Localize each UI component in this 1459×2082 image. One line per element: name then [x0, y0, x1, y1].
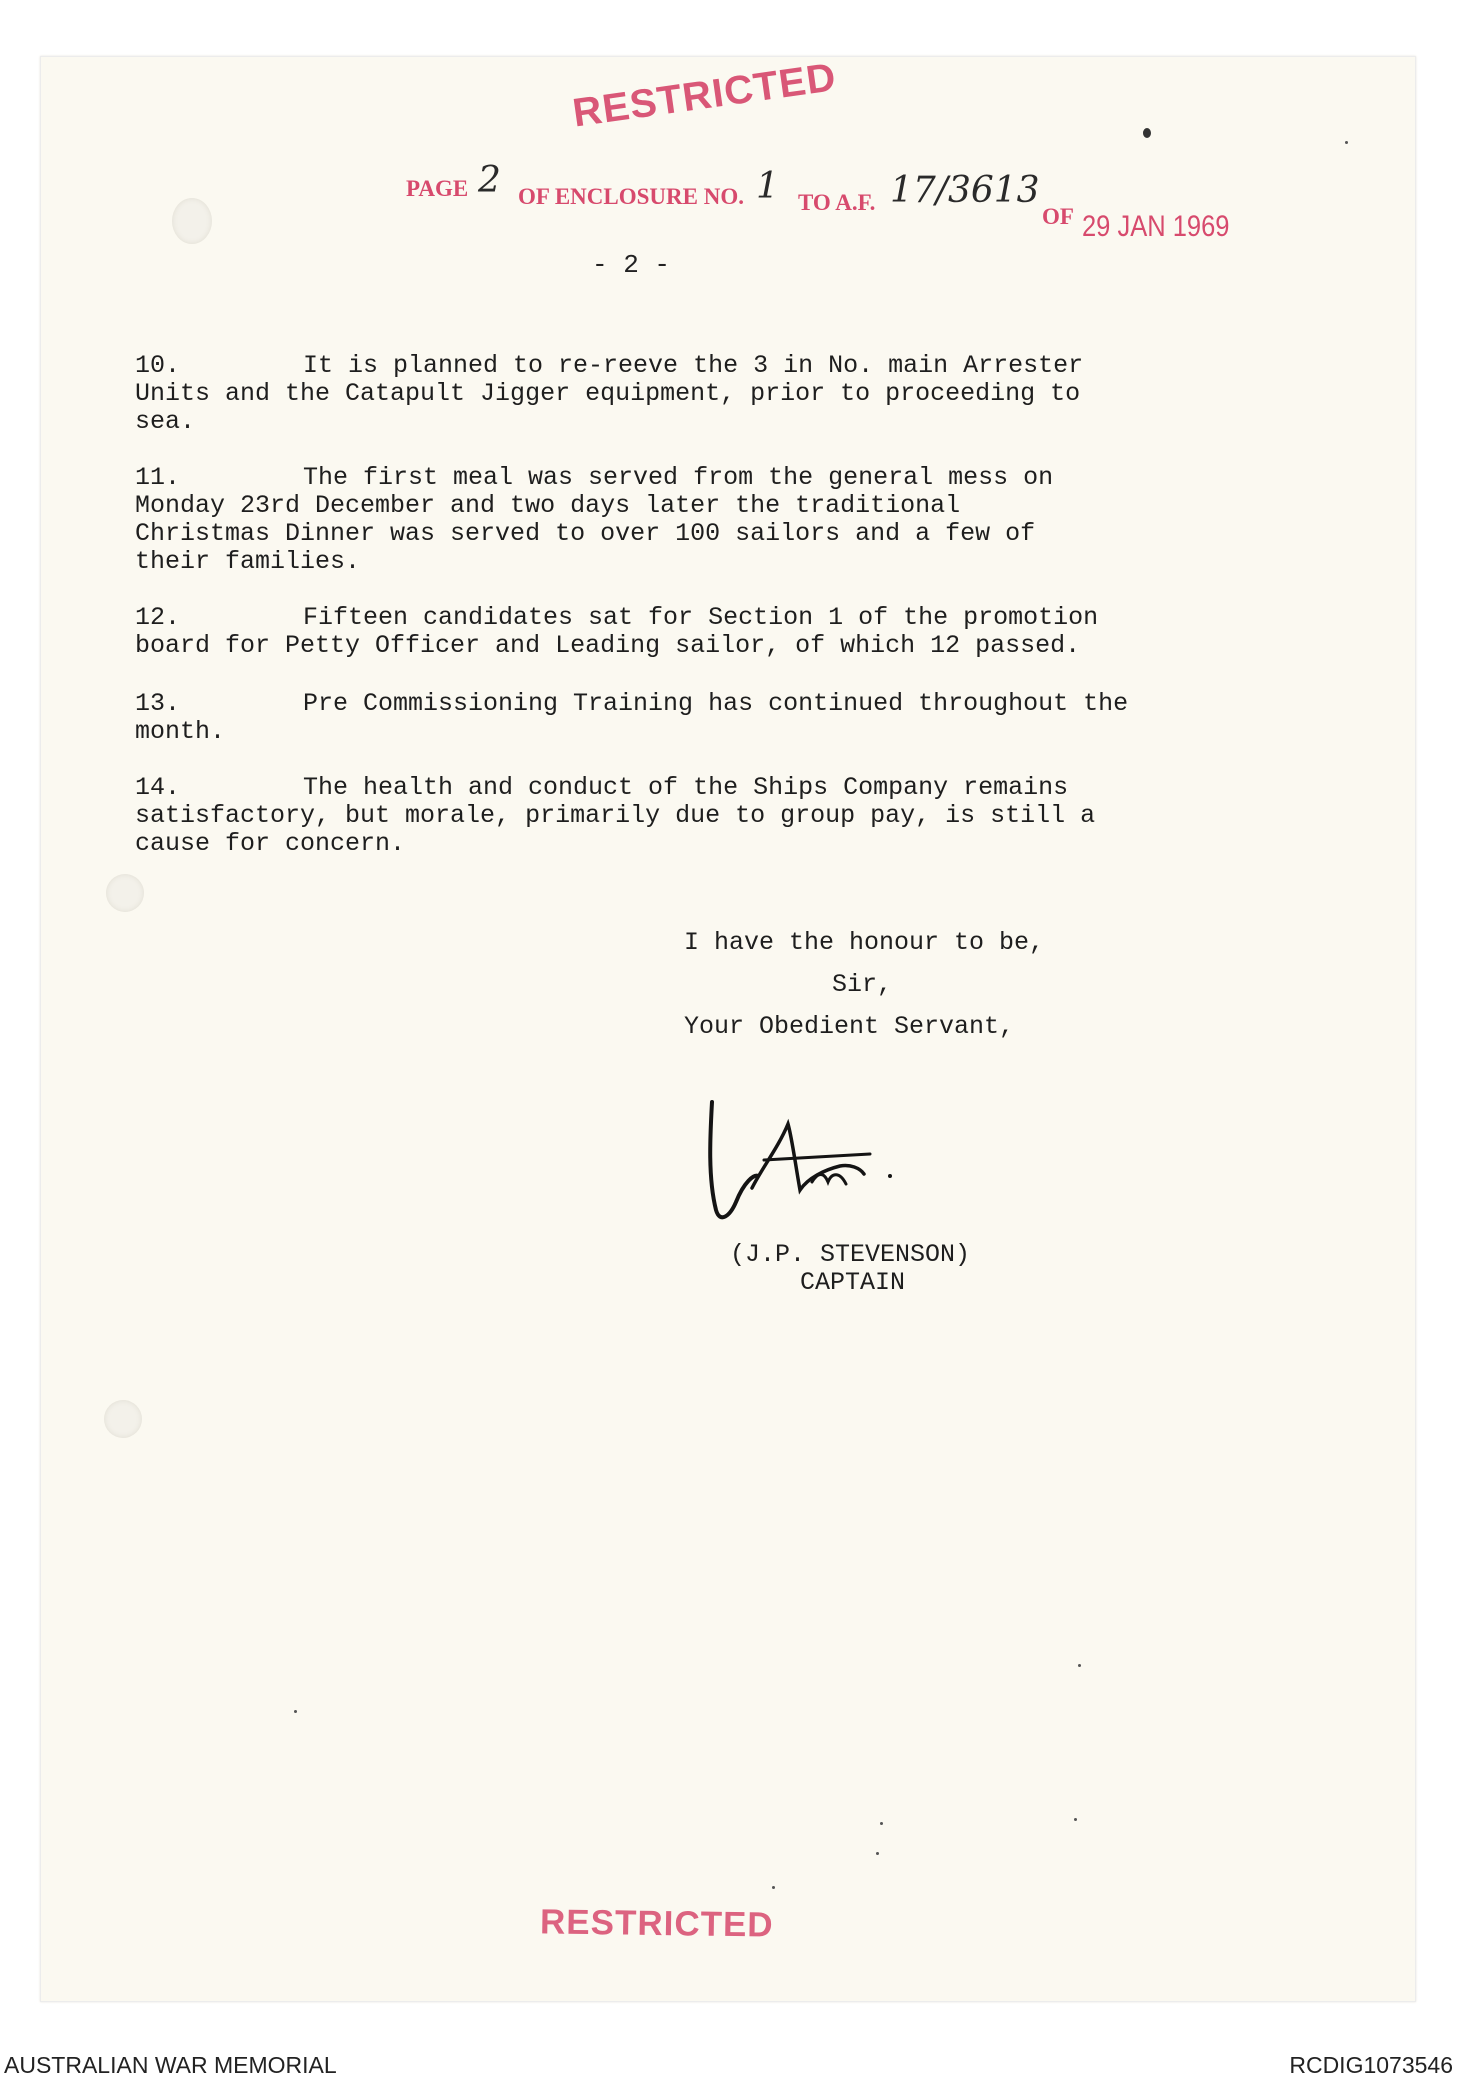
paragraph-number: 12.	[135, 603, 181, 632]
paragraph-text: The first meal was served from the general mess on Monday 23rd December and two days later the traditional Christmas Dinner was served to over 100 sailors and a few of their families.	[135, 463, 1054, 576]
punch-hole	[104, 1400, 142, 1438]
date-stamp: 29 JAN 1969	[1082, 210, 1230, 243]
speck	[1078, 1664, 1081, 1667]
enclosure-reference-line	[406, 160, 1306, 248]
paragraph-10	[135, 352, 1235, 436]
paragraph-number: 10.	[135, 351, 181, 380]
closing-line-2: Sir,	[832, 970, 893, 999]
paragraph-text: Pre Commissioning Training has continued throughout the month.	[135, 689, 1129, 746]
speck	[876, 1852, 879, 1855]
restricted-stamp-bottom: RESTRICTED	[539, 1902, 774, 1945]
paragraph-text: Fifteen candidates sat for Section 1 of the promotion board for Petty Officer and Leading sailor, of which 12 passed.	[135, 603, 1099, 660]
footer-record-id: RCDIG1073546	[1289, 2052, 1453, 2078]
handwritten-af-ref: 17/3613	[890, 170, 1040, 211]
signatory-name: (J.P. STEVENSON)	[730, 1240, 971, 1269]
restricted-stamp-top: RESTRICTED	[570, 55, 840, 136]
paragraph-text: The health and conduct of the Ships Company remains satisfactory, but morale, primarily due to group pay, is still a cause for concern.	[135, 773, 1096, 858]
handwritten-enclosure-no: 1	[756, 166, 779, 207]
closing-line-1: I have the honour to be,	[684, 928, 1045, 957]
page-prefix: PAGE	[406, 176, 469, 201]
signature	[700, 1098, 900, 1228]
speck	[1345, 141, 1348, 144]
closing-line-3: Your Obedient Servant,	[684, 1012, 1015, 1041]
footer-institution: AUSTRALIAN WAR MEMORIAL	[4, 2052, 337, 2078]
page-number: - 2 -	[592, 250, 671, 280]
speck	[294, 1710, 297, 1713]
handwritten-page-no: 2	[478, 160, 501, 201]
to-af-label: TO A.F.	[798, 190, 876, 215]
paragraph-11	[135, 464, 1235, 576]
speck	[1143, 128, 1151, 138]
paragraph-number: 14.	[135, 773, 181, 802]
paragraph-12	[135, 604, 1235, 660]
signatory-rank: CAPTAIN	[800, 1268, 906, 1297]
paragraph-13	[135, 690, 1235, 746]
punch-hole	[106, 874, 144, 912]
paragraph-number: 13.	[135, 689, 181, 718]
of-label: OF	[1042, 204, 1074, 229]
paragraph-14	[135, 774, 1235, 858]
punch-hole	[172, 198, 212, 244]
paragraph-number: 11.	[135, 463, 181, 492]
speck	[1074, 1818, 1077, 1821]
speck	[772, 1886, 775, 1889]
speck	[880, 1822, 883, 1825]
enclosure-label: OF ENCLOSURE NO.	[518, 184, 744, 209]
paragraph-text: It is planned to re-reeve the 3 in No. main Arrester Units and the Catapult Jigger equipment, prior to proceeding to sea.	[135, 351, 1084, 436]
